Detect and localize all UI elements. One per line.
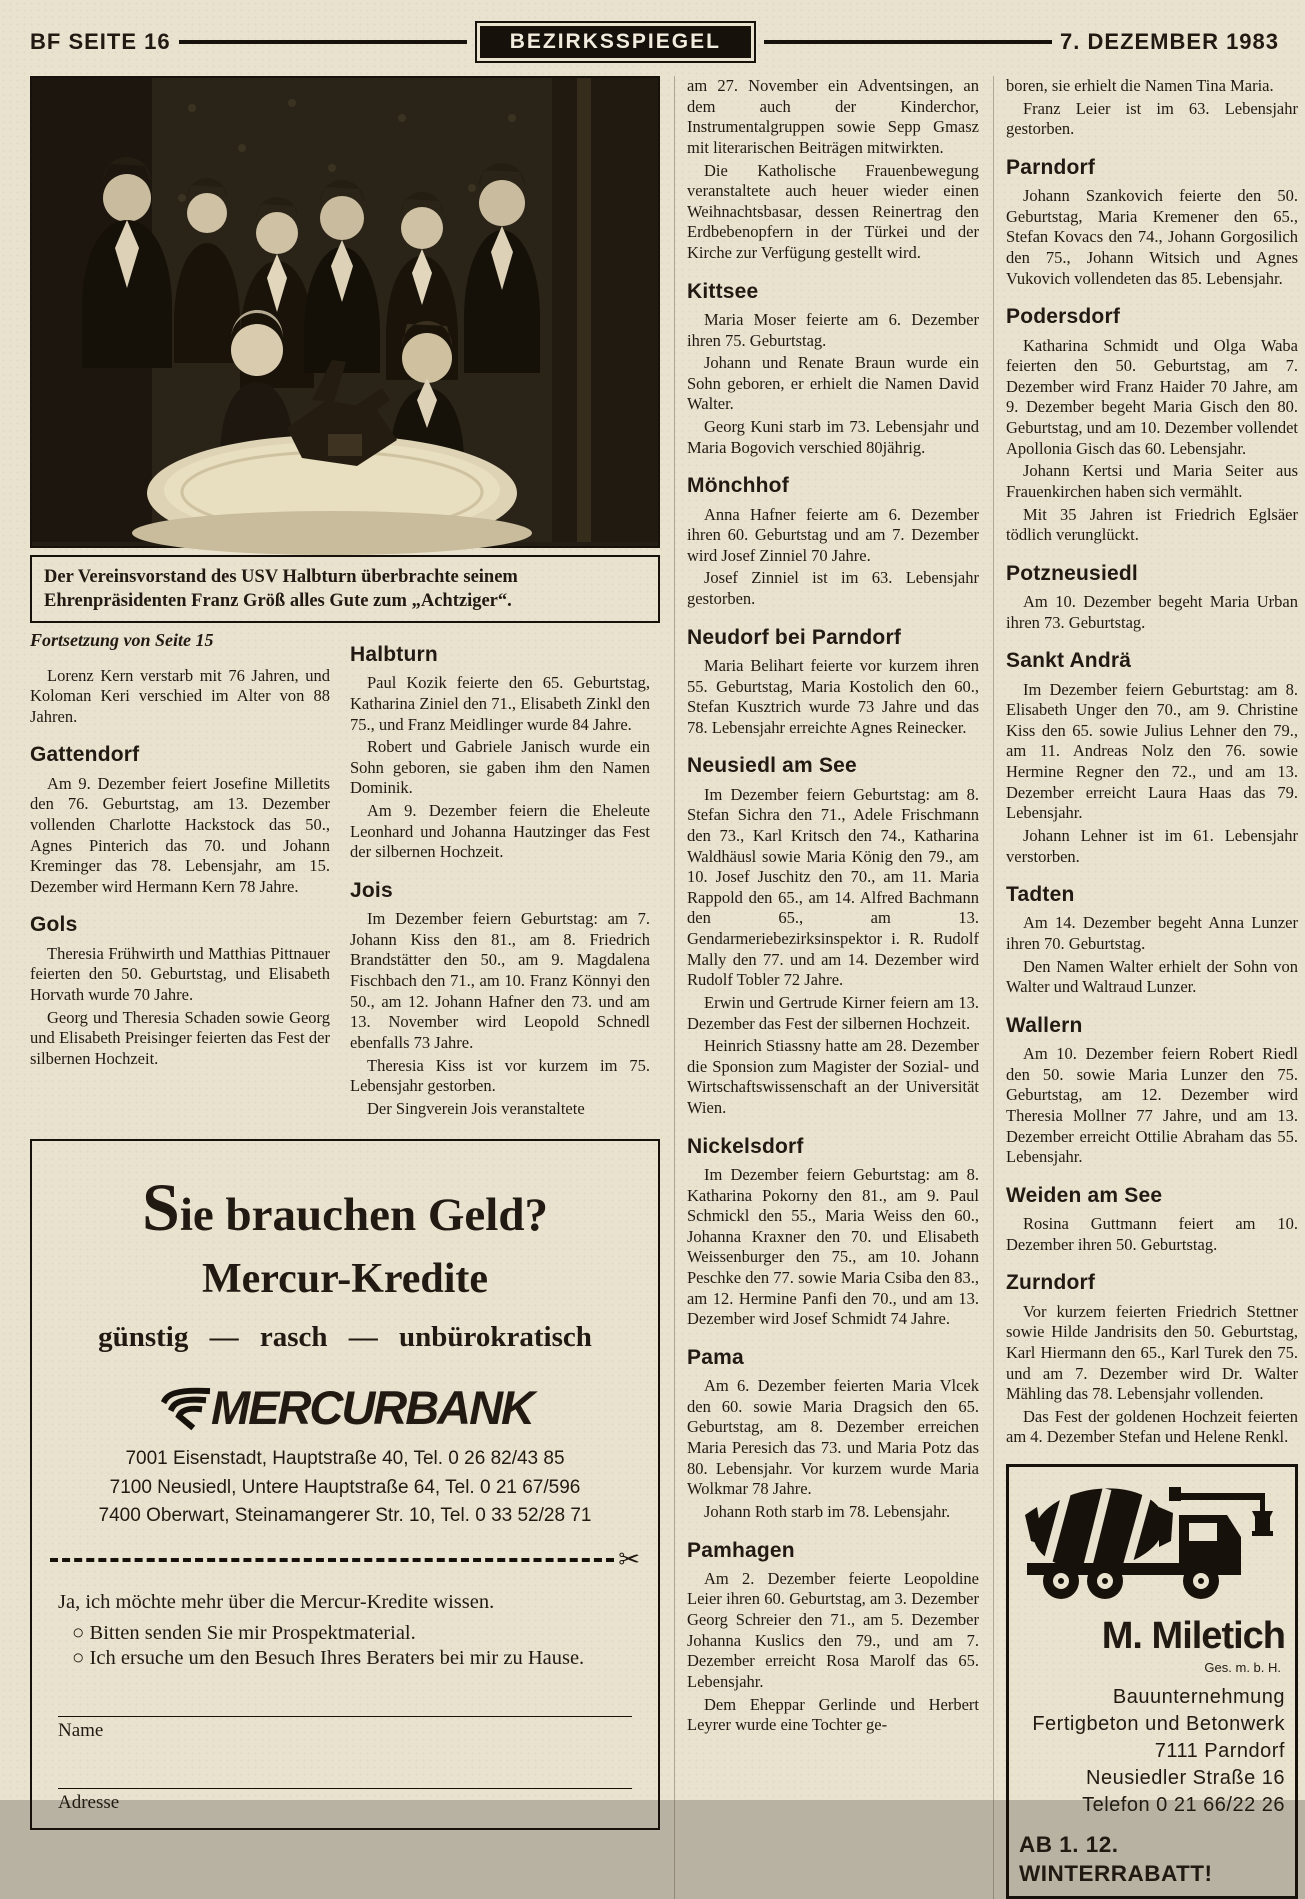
- column-2: [350, 627, 650, 1121]
- continuation-note: Fortsetzung von Seite 15: [30, 630, 214, 651]
- coupon-field-label: Name: [58, 1716, 632, 1742]
- page-number: BF SEITE 16: [30, 29, 171, 54]
- mercurbank-logo: [50, 1380, 640, 1435]
- column-4: [993, 76, 1298, 1899]
- photo-caption: Der Vereinsvorstand des USV Halbturn überbrachte seinem Ehrenpräsidenten Franz Größ alles Gute zum „Achtziger“.: [30, 555, 660, 623]
- paragraph: Im Dezember feiern Geburtstag: am 8. Katharina Pokorny den 81., am 9. Paul Schmickl den 55., Maria Weiss den 60., Johanna Kraxner den 70. und Elisabeth Weissenburger den 75., am 10. Johann Peschke den 77. sowie Maria Csiba den 83., am 12. Hermine Panfi den 70., und am 13. Dezember wird Josef Schmidt 74 Jahre.: [687, 1164, 979, 1329]
- miletich-info-line: 7111 Parndorf: [1154, 1740, 1285, 1763]
- section-heading: Halbturn: [350, 643, 438, 667]
- paragraph: Am 10. Dezember begeht Maria Urban ihren 73. Geburtstag.: [1006, 592, 1298, 632]
- paragraph: Josef Zinniel ist im 63. Lebensjahr gestorben.: [687, 568, 979, 608]
- section-heading: Podersdorf: [1006, 305, 1121, 329]
- paragraph: Der Singverein Jois veranstaltete: [367, 1098, 585, 1118]
- group-photo: [30, 76, 660, 548]
- section-heading: Jois: [350, 878, 393, 902]
- column-3: [674, 76, 979, 1899]
- paragraph: Katharina Schmidt und Olga Waba feierten den 50. Geburtstag, am 7. Dezember wird Franz Haider 70 Jahre, am 9. Dezember begeht Maria Gisch den 80. Geburtstag, und am 10. Dezember vollendet Apollonia Gisch das 60. Lebensjahr.: [1006, 335, 1298, 458]
- paragraph: Am 9. Dezember feiern die Eheleute Leonhard und Johanna Hautzinger das Fest der silbernen Hochzeit.: [350, 801, 650, 862]
- paragraph: Johann und Renate Braun wurde ein Sohn geboren, er erhielt die Namen David Walter.: [687, 353, 979, 414]
- paragraph: Vor kurzem feierten Friedrich Stettner sowie Hilde Jandrisits den 50. Geburtstag, Karl Hiermann den 65., Karl Turek den 75. und am 7. Dezember wird Dr. Walter Mähling das 78. Lebensjahr vollenden.: [1006, 1301, 1298, 1404]
- section-heading: Mönchhof: [687, 474, 789, 498]
- miletich-address-lines: [1019, 1684, 1285, 1819]
- coupon-options: [50, 1622, 640, 1670]
- coupon-intro: Ja, ich möchte mehr über die Mercur-Kredite wissen.: [58, 1590, 495, 1613]
- paragraph: Georg und Theresia Schaden sowie Georg und Elisabeth Preisinger feierten das Fest der silbernen Hochzeit.: [30, 1007, 330, 1068]
- paragraph: Erwin und Gertrude Kirner feiern am 13. Dezember das Fest der silbernen Hochzeit.: [687, 992, 979, 1033]
- cement-truck-icon: [1019, 1477, 1281, 1605]
- paragraph: Am 14. Dezember begeht Anna Lunzer ihren 70. Geburtstag.: [1006, 913, 1298, 953]
- section-heading: Pama: [687, 1345, 744, 1369]
- coupon-cut-line: [50, 1545, 640, 1575]
- paragraph: Die Katholische Frauenbewegung veranstaltete auch heuer wieder einen Weihnachtsbasar, dessen Reinertrag den Erdbebenopfern in der Türkei und der Kirche zur Verfügung gestellt wird.: [687, 160, 979, 262]
- paragraph: Johann Szankovich feierte den 50. Geburtstag, Maria Kremener den 65., Stefan Kovacs den 74., Johann Gorgosilich den 75., Johann Witsich und Agnes Vukovich vollendeten das 85. Lebensjahr.: [1006, 186, 1298, 288]
- paragraph: Theresia Kiss ist vor kurzem im 75. Lebensjahr gestorben.: [350, 1055, 650, 1096]
- paragraph: Den Namen Walter erhielt der Sohn von Walter und Waltraud Lunzer.: [1006, 956, 1298, 997]
- section-heading: Potzneusiedl: [1006, 561, 1138, 585]
- section-heading: Weiden am See: [1006, 1183, 1163, 1207]
- masthead-box: [475, 21, 756, 63]
- miletich-info-line: Telefon 0 21 66/22 26: [1082, 1794, 1285, 1817]
- paragraph: Im Dezember feiern Geburtstag: am 8. Stefan Sichra den 71., Adele Frischmann den 73., Karl Kritsch den 74., Katharina Waldhäusl sowie Maria König den 79., am 10. Josef Juschitz den 70., am 11. Maria Rappold den 65., am 14. Alfred Bachmann den 65., am 13. Gendarmeriebezirksinspektor i. R. Rudolf Mally den 77. und am 14. Dezember wird Rudolf Tobler 72 Jahre.: [687, 784, 979, 990]
- header-rule-left: [179, 40, 467, 44]
- header-rule-right: [764, 40, 1052, 44]
- paragraph: Am 9. Dezember feiert Josefine Milletits den 76. Geburtstag, am 13. Dezember vollenden Charlotte Hackstock das 50., Agnes Pinterich das 70. und Johann Kreminger das 78. Lebensjahr, am 15. Dezember wird Hermann Kern 78 Jahre.: [30, 773, 330, 896]
- text-columns-left: [30, 627, 660, 1121]
- paragraph: am 27. November ein Adventsingen, an dem auch der Kinderchor, Instrumentalgruppen sowie Sepp Gmasz mit literarischen Beiträgen mitwirkten.: [687, 76, 979, 157]
- group-photo-illustration: [32, 78, 658, 542]
- paragraph: boren, sie erhielt die Namen Tina Maria.: [1006, 76, 1274, 95]
- mercur-addresses: [50, 1445, 640, 1531]
- mercur-subheadline: Mercur-Kredite: [201, 1256, 489, 1303]
- paragraph: Mit 35 Jahren ist Friedrich Eglsäer tödlich verunglückt.: [1006, 504, 1298, 545]
- mercur-ad: [30, 1139, 660, 1830]
- page-content: [30, 76, 1298, 1899]
- paragraph: Das Fest der goldenen Hochzeit feierten am 4. Dezember Stefan und Helene Renkl.: [1006, 1406, 1298, 1447]
- coupon-option: ○ Ich ersuche um den Besuch Ihres Beraters bei mir zu Hause.: [72, 1647, 640, 1670]
- mercurbank-logo-icon: [157, 1386, 209, 1430]
- section-heading: Parndorf: [1006, 155, 1096, 179]
- paragraph: Theresia Frühwirth und Matthias Pittnauer feierten den 50. Geburtstag, und Elisabeth Horvath wurde 70 Jahre.: [30, 943, 330, 1004]
- masthead-title: BEZIRKSSPIEGEL: [480, 26, 751, 58]
- paragraph: Dem Eheppar Gerlinde und Herbert Leyrer wurde eine Tochter ge-: [687, 1694, 979, 1735]
- paragraph: Johann Roth starb im 78. Lebensjahr.: [704, 1501, 951, 1521]
- address-line: 7100 Neusiedl, Untere Hauptstraße 64, Tel. 0 21 67/596: [109, 1476, 581, 1498]
- coupon-field-label: Adresse: [58, 1788, 632, 1814]
- paragraph: Rosina Guttmann feiert am 10. Dezember ihren 50. Geburtstag.: [1006, 1214, 1298, 1254]
- page-date: 7. DEZEMBER 1983: [1060, 29, 1280, 54]
- paragraph: Am 6. Dezember feierten Maria Vlcek den 60. sowie Maria Dragsich den 65. Geburtstag, am 8. Dezember erreichen Maria Peresich das 73. und Maria Potz das 80. Lebensjahr. Vor kurzem wurde Maria Wolkmar 78 Jahre.: [687, 1376, 979, 1499]
- section-heading: Kittsee: [687, 279, 759, 303]
- mercurbank-logo-text: MERCURBANK: [210, 1381, 534, 1435]
- miletich-info-line: Neusiedler Straße 16: [1086, 1767, 1285, 1790]
- paragraph: Georg Kuni starb im 73. Lebensjahr und Maria Bogovich verschied 80jährig.: [687, 417, 979, 457]
- column-4-text: [1006, 76, 1298, 1448]
- paragraph: Heinrich Stiassny hatte am 28. Dezember die Sponsion zum Magister der Sozial- und Wirtschaftswissenschaft an der Universität Wien.: [687, 1036, 979, 1117]
- paragraph: Johann Lehner ist im 61. Lebensjahr verstorben.: [1006, 825, 1298, 866]
- left-half: [30, 76, 660, 1899]
- coupon-fields: [50, 1716, 640, 1814]
- miletich-promo-banner: AB 1. 12. WINTERRABATT!: [1019, 1832, 1213, 1886]
- paragraph: Am 2. Dezember feierte Leopoldine Leier ihren 60. Geburtstag, am 3. Dezember Georg Schreier den 71., am 5. Dezember Johanna Kuslics den 79., und am 7. Dezember erreicht Rosa Marolf das 65. Lebensjahr.: [687, 1568, 979, 1691]
- dashed-line: [50, 1558, 614, 1562]
- section-heading: Tadten: [1006, 883, 1075, 907]
- miletich-legal-form: Ges. m. b. H.: [1204, 1660, 1281, 1676]
- section-heading: Gattendorf: [30, 743, 140, 767]
- paragraph: Im Dezember feiern Geburtstag: am 8. Elisabeth Unger den 70., am 9. Christine Kiss den 65. sowie Julius Lehner den 79., am 11. Andreas Nolz den 76. sowie Hermine Regner den 72., und am 13. Dezember erreicht Laura Haas das 79. Lebensjahr.: [1006, 679, 1298, 823]
- miletich-company-name: M. Miletich: [1101, 1614, 1285, 1657]
- section-heading: Neusiedl am See: [687, 754, 857, 778]
- mercur-headline: Sie brauchen Geld?: [141, 1169, 548, 1246]
- paragraph: Johann Kertsi und Maria Seiter aus Frauenkirchen haben sich vermählt.: [1006, 461, 1298, 501]
- miletich-ad: [1006, 1464, 1298, 1899]
- section-heading: Gols: [30, 913, 78, 937]
- paragraph: Robert und Gabriele Janisch wurde ein Sohn geboren, sie gaben ihm den Namen Dominik.: [350, 737, 650, 798]
- paragraph: Im Dezember feiern Geburtstag: am 7. Johann Kiss den 81., am 8. Friedrich Brandstätter den 50., am 9. Magdalena Fischbach den 71., am 10. Franz Könnyi den 50., am 12. Johann Hafner den 73. und am 13. November wird Leopold Schnedl ebenfalls 73 Jahre.: [350, 909, 650, 1052]
- paragraph: Anna Hafner feierte am 6. Dezember ihren 60. Geburtstag und am 7. Dezember wird Josef Zinniel 70 Jahre.: [687, 504, 979, 565]
- paragraph: Maria Belihart feierte vor kurzem ihren 55. Geburtstag, Maria Kostolich den 60., Stefan Kusztrich wurde 73 Jahre und das 78. Lebensjahr erreichte Agnes Reinecker.: [687, 655, 979, 737]
- coupon-option: ○ Bitten senden Sie mir Prospektmaterial.: [72, 1622, 640, 1645]
- section-heading: Neudorf bei Parndorf: [687, 625, 902, 649]
- section-heading: Pamhagen: [687, 1538, 795, 1562]
- scissors-icon: ✂: [618, 1544, 640, 1575]
- mercur-tagline: günstig — rasch — unbürokratisch: [98, 1321, 592, 1354]
- paragraph: Maria Moser feierte am 6. Dezember ihren 75. Geburtstag.: [687, 309, 979, 350]
- paragraph: Paul Kozik feierte den 65. Geburtstag, Katharina Ziniel den 71., Elisabeth Zinkl den 75., und Franz Meidlinger wurde 84 Jahre.: [350, 673, 650, 734]
- section-heading: Wallern: [1006, 1013, 1083, 1037]
- section-heading: Zurndorf: [1006, 1271, 1096, 1295]
- paragraph: Franz Leier ist im 63. Lebensjahr gestorben.: [1006, 98, 1298, 139]
- section-heading: Nickelsdorf: [687, 1134, 804, 1158]
- paragraph: Lorenz Kern verstarb mit 76 Jahren, und Koloman Keri verschied im Alter von 88 Jahren.: [30, 665, 330, 726]
- miletich-info-line: Fertigbeton und Betonwerk: [1032, 1713, 1285, 1736]
- miletich-info-line: Bauunternehmung: [1112, 1686, 1285, 1709]
- section-heading: Sankt Andrä: [1006, 649, 1132, 673]
- address-line: 7001 Eisenstadt, Hauptstraße 40, Tel. 0 26 82/43 85: [125, 1448, 565, 1470]
- column-1: [30, 627, 330, 1121]
- address-line: 7400 Oberwart, Steinamangerer Str. 10, Tel. 0 33 52/28 71: [98, 1505, 592, 1527]
- paragraph: Am 10. Dezember feiern Robert Riedl den 50. sowie Maria Lunzer den 75. Geburtstag, am 12. Dezember wird Theresia Mollner 77 Jahre, und am 13. Dezember erreicht Ottilie Abraham das 55. Lebensjahr.: [1006, 1044, 1298, 1167]
- page-header: [30, 16, 1279, 68]
